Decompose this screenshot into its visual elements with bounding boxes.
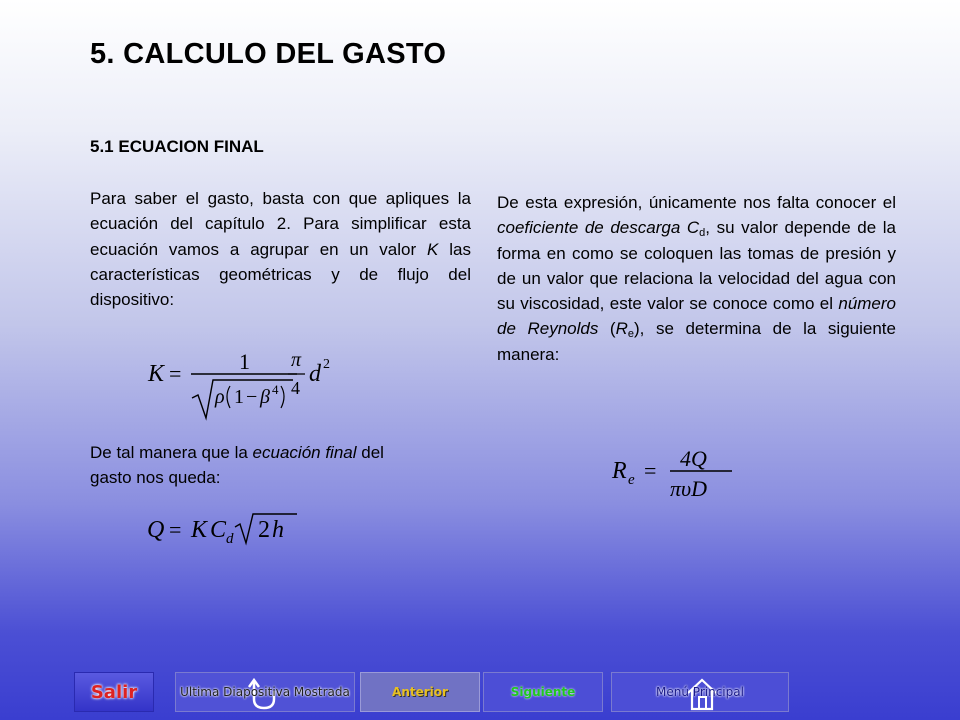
page-title: 5. CALCULO DEL GASTO bbox=[90, 38, 447, 70]
previous-button[interactable] bbox=[360, 672, 480, 712]
next-button[interactable] bbox=[483, 672, 603, 712]
eq-symbol: πυD bbox=[670, 476, 708, 501]
eq-symbol: h bbox=[272, 517, 284, 543]
text-span: Para saber el gasto, basta con que apliques la ecuación del capítulo 2. Para simplificar esta ecuación vamos a agrupar en un valor bbox=[90, 189, 471, 259]
eq-symbol: π bbox=[291, 349, 302, 371]
text-span: De esta expresión, únicamente nos falta conocer el bbox=[497, 193, 896, 212]
eq-symbol: K bbox=[191, 517, 208, 543]
eq-symbol: 2 bbox=[323, 357, 330, 372]
equation-re bbox=[610, 440, 740, 505]
equation-q bbox=[145, 505, 305, 550]
italic-text: K bbox=[427, 239, 439, 259]
eq-symbol: = bbox=[644, 458, 657, 483]
italic-text: ecuación final bbox=[252, 443, 357, 462]
italic-text: coeficiente de descarga C bbox=[497, 218, 700, 238]
subscript: d bbox=[699, 227, 706, 240]
eq-symbol: = bbox=[169, 517, 182, 542]
eq-symbol: K bbox=[148, 361, 165, 387]
last-slide-button[interactable] bbox=[175, 672, 355, 712]
exit-button[interactable] bbox=[74, 672, 154, 712]
eq-symbol: 1 bbox=[239, 349, 250, 374]
eq-symbol: = bbox=[169, 361, 182, 386]
eq-symbol: 1 bbox=[234, 386, 244, 408]
text-span: ( bbox=[598, 319, 616, 339]
italic-text: R bbox=[615, 319, 628, 339]
paragraph-right bbox=[497, 190, 896, 367]
eq-symbol: − bbox=[246, 386, 258, 408]
exit-button-label: Salir bbox=[90, 681, 138, 703]
eq-symbol: 4 bbox=[291, 378, 300, 398]
eq-symbol: β bbox=[260, 386, 270, 408]
eq-symbol: e bbox=[628, 472, 635, 488]
next-button-label: Siguiente bbox=[510, 685, 576, 699]
eq-symbol: Q bbox=[147, 517, 165, 543]
text-span: las características geométricas y de flujo del dispositivo: bbox=[90, 239, 471, 310]
eq-symbol: d bbox=[309, 361, 321, 387]
eq-symbol: C bbox=[210, 517, 227, 543]
text-span: De tal manera que la bbox=[90, 443, 253, 462]
subscript: e bbox=[627, 328, 634, 341]
eq-symbol: ρ bbox=[215, 386, 225, 408]
equation-k bbox=[145, 344, 345, 424]
main-menu-button-label: Menú Principal bbox=[656, 685, 744, 699]
section-title: 5.1 ECUACION FINAL bbox=[90, 137, 264, 156]
italic-text: número de Reynolds bbox=[497, 294, 896, 339]
eq-symbol: 2 bbox=[258, 517, 270, 543]
text-span: del gasto nos queda: bbox=[90, 443, 384, 488]
previous-button-label: Anterior bbox=[392, 685, 448, 699]
last-slide-button-label: Ultima Diapositiva Mostrada bbox=[180, 685, 350, 699]
paragraph-left bbox=[90, 186, 471, 312]
eq-symbol: 4 bbox=[272, 382, 279, 397]
text-span: , su valor depende de la forma en como se coloquen las tomas de presión y de un valor que relaciona la velocidad del agua con su viscosidad, este valor se conoce como el bbox=[497, 218, 897, 314]
paragraph-bottom bbox=[90, 440, 385, 491]
eq-symbol: d bbox=[226, 531, 234, 547]
text-span: ), se determina de la siguiente manera: bbox=[497, 319, 896, 364]
eq-symbol: 4Q bbox=[680, 446, 707, 471]
eq-symbol: R bbox=[612, 458, 627, 484]
main-menu-button[interactable] bbox=[611, 672, 789, 712]
